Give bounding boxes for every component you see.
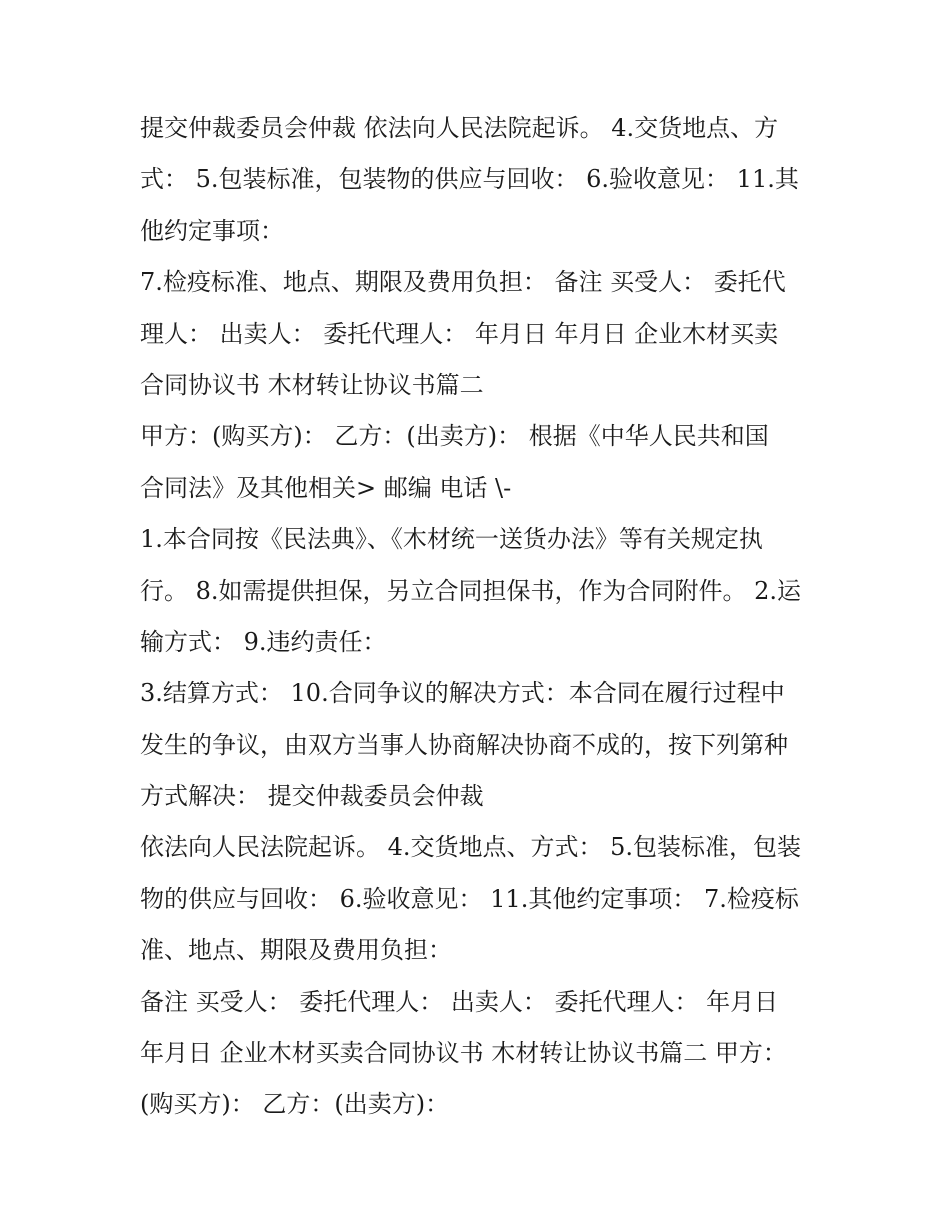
text-line: 备注 买受人： 委托代理人： 出卖人： 委托代理人： 年月日 <box>140 987 779 1016</box>
contract-text-body <box>140 103 830 1131</box>
text-line: 准、地点、期限及费用负担： <box>140 936 452 965</box>
text-line: 提交仲裁委员会仲裁 依法向人民法院起诉。 4.交货地点、方 <box>140 114 779 142</box>
text-line: 1.本合同按《民法典》、《木材统一送货办法》等有关规定执 <box>140 525 763 554</box>
text-line: 式： 5.包装标准，包装物的供应与回收： 6.验收意见： 11.其 <box>140 165 799 194</box>
text-line: 合同协议书 木材转让协议书篇二 <box>140 370 484 399</box>
text-line: 他约定事项： <box>140 216 284 245</box>
text-line: 3.结算方式： 10.合同争议的解决方式：本合同在履行过程中 <box>140 679 785 708</box>
text-line: 行。 8.如需提供担保，另立合同担保书，作为合同附件。 2.运 <box>140 576 802 605</box>
text-line: (购买方)： 乙方：(出卖方)： <box>140 1090 450 1119</box>
text-line: 7.检疫标准、地点、期限及费用负担： 备注 买受人： 委托代 <box>140 268 786 297</box>
text-line: 年月日 企业木材买卖合同协议书 木材转让协议书篇二 甲方： <box>140 1039 787 1068</box>
text-line: 依法向人民法院起诉。 4.交货地点、方式： 5.包装标准，包装 <box>140 833 802 862</box>
text-line: 发生的争议，由双方当事人协商解决协商不成的，按下列第种 <box>140 730 788 759</box>
text-line: 合同法》及其他相关> 邮编 电话 \- <box>140 473 512 502</box>
text-line: 物的供应与回收： 6.验收意见： 11.其他约定事项： 7.检疫标 <box>140 884 799 913</box>
text-line: 甲方：(购买方)： 乙方：(出卖方)： 根据《中华人民共和国 <box>140 422 769 451</box>
text-line: 输方式： 9.违约责任： <box>140 627 387 656</box>
text-line: 方式解决： 提交仲裁委员会仲裁 <box>140 782 484 811</box>
text-line: 理人： 出卖人： 委托代理人： 年月日 年月日 企业木材买卖 <box>140 319 779 348</box>
